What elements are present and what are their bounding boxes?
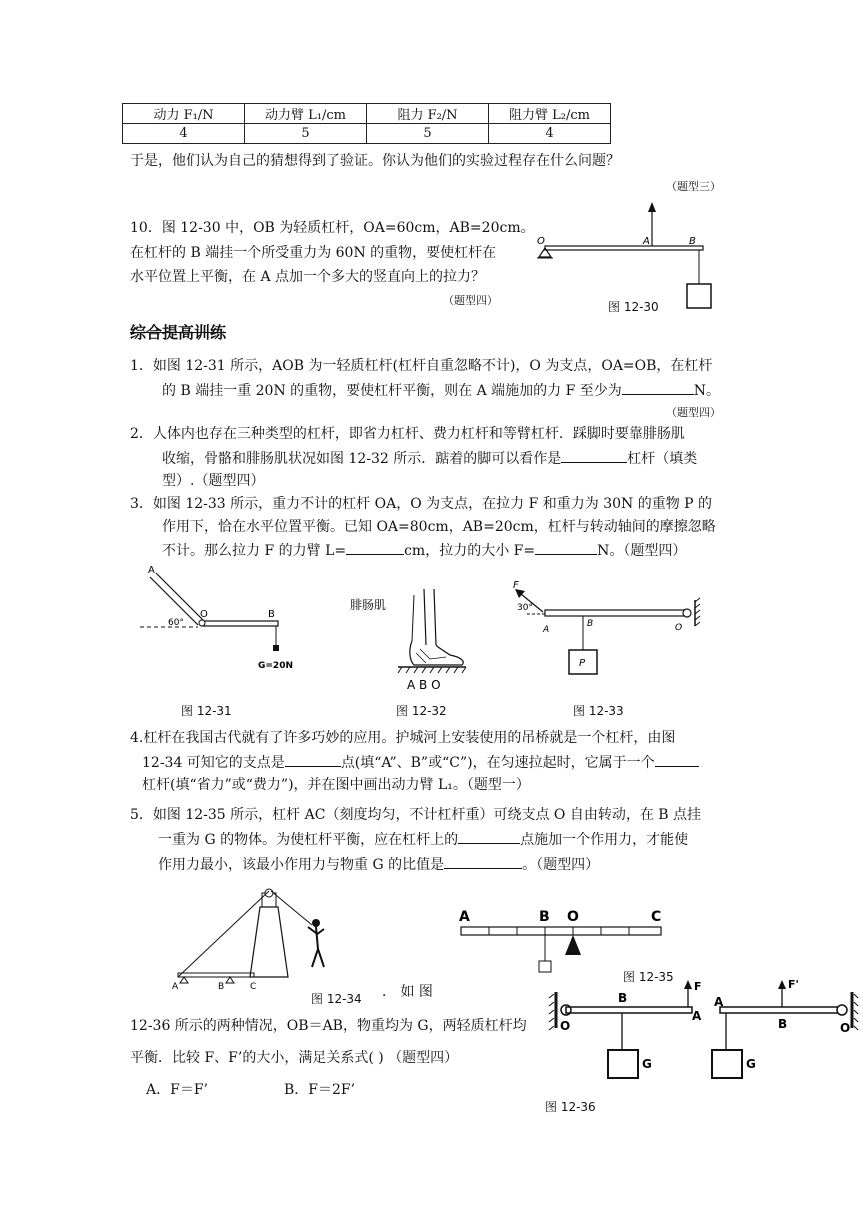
p2-line-3: 型）.（题型四） (162, 473, 265, 489)
p2-line-1: 2．人体内也存在三种类型的杠杆，即省力杠杆、费力杠杆和等臂杠杆．踩脚时要靠腓肠肌 (130, 426, 685, 442)
fig33-caption: 图 12-33 (573, 704, 624, 718)
fig36-right-label-b: B (778, 1017, 788, 1031)
fig30-label-b: B (689, 236, 696, 247)
figure-12-31 (140, 565, 300, 680)
p3-length-blank[interactable] (346, 540, 404, 555)
p5-ratio-blank[interactable] (444, 854, 522, 869)
fig32-label-muscle: 腓肠肌 (350, 598, 387, 612)
p5-line-3a: 作用力最小，该最小作用力与物重 G 的比值是 (158, 857, 445, 873)
fig33-label-b: B (587, 619, 594, 629)
p1-answer-blank[interactable] (622, 380, 694, 395)
p5-line-1: 5．如图 12-35 所示，杠杆 AC（刻度均匀，不计杠杆重）可绕支点 O 自由转动，在 B 点挂 (130, 807, 702, 823)
fig35-caption: 图 12-35 (623, 970, 674, 984)
p5-point-blank[interactable] (458, 829, 520, 844)
fig36-left-label-a: A (692, 1009, 702, 1023)
fig33-label-o: O (675, 623, 683, 633)
p6-option-b[interactable]: B．F＝2F’ (284, 1082, 356, 1098)
fig31-label-weight: G=20N (258, 661, 293, 671)
p1-line-2 (162, 380, 720, 401)
table-cell: 4 (489, 124, 611, 144)
q10-line-3: 水平位置上平衡，在 A 点加一个多大的竖直向上的拉力？ (130, 269, 486, 285)
p3-line-3b: cm，拉力的大小 F= (404, 543, 536, 559)
table-cell: 4 (123, 124, 245, 144)
q10-line-2: 在杠杆的 B 端挂一个所受重力为 60N 的重物，要使杠杆在 (130, 245, 497, 261)
fig36-left-label-o: O (560, 1019, 571, 1033)
fig34-label-a: A (172, 982, 179, 992)
fig35-label-b: B (539, 909, 550, 925)
fig35-label-a: A (459, 909, 470, 925)
table-header-cell: 动力臂 L₁/cm (245, 104, 367, 124)
p4-line-1: 4.杠杆在我国古代就有了许多巧妙的应用。护城河上安装使用的吊桥就是一个杠杆，由图 (130, 730, 676, 746)
p3-line-3c: N。（题型四） (597, 543, 687, 559)
p2-line-2 (162, 448, 697, 469)
p6-option-a[interactable]: A．F＝F’ (146, 1082, 208, 1098)
table-header-cell: 动力 F₁/N (123, 104, 245, 124)
fig33-label-f: F (513, 580, 519, 591)
fig36-right-label-a: A (714, 995, 724, 1009)
p5-line-3b: 。（题型四） (522, 857, 600, 873)
p2-line-2a: 收缩，骨骼和腓肠肌状况如图 12-32 所示．踮着的脚可以看作是 (162, 451, 562, 467)
p3-line-1: 3．如图 12-33 所示，重力不计的杠杆 OA，O 为支点，在拉力 F 和重力为 30N 的重物 P 的 (130, 496, 713, 512)
q10-type-tag: （题型四） (443, 294, 498, 307)
p5-line-2b: 点施加一个作用力，才能使 (520, 832, 689, 848)
fig31-label-b: B (268, 609, 275, 620)
fig36-left-label-b: B (618, 991, 628, 1005)
fig31-caption: 图 12-31 (181, 704, 232, 718)
q9-tail-text: 于是，他们认为自己的猜想得到了验证。你认为他们的实验过程存在什么问题？ (130, 153, 620, 169)
p4-type-blank[interactable] (655, 752, 699, 767)
p1-line-2b: N。 (693, 383, 721, 399)
p1-type-tag: （题型四） (666, 406, 721, 419)
fig35-label-c: C (651, 909, 662, 925)
table-header-row (123, 104, 611, 124)
p5-line-2 (158, 829, 688, 850)
fig33-label-a: A (543, 625, 550, 635)
fig36-left-label-f: F (694, 980, 702, 993)
p1-line-1: 1．如图 12-31 所示，AOB 为一轻质杠杆(杠杆自重忽略不计)，O 为支点，OA=OB，在杠杆 (130, 358, 713, 374)
fig33-label-angle: 30° (517, 603, 533, 613)
p5-line-2a: 一重为 G 的物体。为使杠杆平衡，应在杠杆上的 (158, 832, 459, 848)
fig36-right-label-g: G (746, 1057, 756, 1071)
fig34-caption: 图 12-34 (311, 992, 362, 1006)
table-row (123, 124, 611, 144)
p1-line-2a: 的 B 端挂一重 20N 的重物，要使杠杆平衡，则在 A 端施加的力 F 至少为 (162, 383, 622, 399)
p3-force-blank[interactable] (535, 540, 597, 555)
fig32-caption: 图 12-32 (396, 704, 447, 718)
p3-line-2: 作用下，恰在水平位置平衡。已知 OA=80cm，AB=20cm，杠杆与转动轴间的摩擦忽略 (162, 519, 716, 535)
table-cell: 5 (367, 124, 489, 144)
p4-line-3: 杠杆(填“省力”或“费力”)，并在图中画出动力臂 L₁。（题型一） (142, 777, 530, 793)
fig36-right-label-o: O (840, 1021, 851, 1035)
fig36-right-label-f: F' (788, 978, 799, 991)
fig36-left-label-g: G (642, 1057, 652, 1071)
p6-lead-text: ． 如 图 (382, 984, 433, 1000)
figure-12-34 (170, 885, 360, 990)
figure-12-36 (548, 976, 858, 1091)
table-header-cell: 阻力 F₂/N (367, 104, 489, 124)
fig34-label-b: B (218, 982, 225, 992)
fig31-label-o: O (200, 609, 208, 620)
table-header-cell: 阻力臂 L₂/cm (489, 104, 611, 124)
q10-line-1: 10．图 12-30 中，OB 为轻质杠杆，OA=60cm，AB=20cm。 (130, 220, 535, 236)
fig30-caption: 图 12-30 (608, 300, 659, 314)
fig31-label-angle: 60° (168, 618, 184, 628)
fig34-label-c: C (250, 982, 257, 992)
fig31-label-a: A (148, 565, 155, 576)
experiment-table (122, 103, 611, 144)
p4-fulcrum-blank[interactable] (285, 752, 341, 767)
p2-line-2b: 杠杆（填类 (627, 451, 698, 467)
p3-line-3 (162, 540, 686, 561)
fig33-label-p: P (579, 658, 586, 669)
fig30-label-o: O (537, 236, 545, 247)
p3-line-3a: 不计。那么拉力 F 的力臂 L= (162, 543, 347, 559)
q9-type-tag: （题型三） (666, 180, 721, 193)
p4-line-2a: 12-34 可知它的支点是 (142, 755, 285, 771)
p6-line-2: 平衡．比较 F、F’的大小，满足关系式( ) （题型四） (130, 1050, 459, 1066)
p4-line-2 (142, 752, 699, 773)
fig35-label-o: O (567, 909, 579, 925)
figure-12-33 (505, 580, 705, 680)
fig32-label-points: A B O (407, 678, 441, 692)
table-cell: 5 (245, 124, 367, 144)
p6-line-1: 12-36 所示的两种情况，OB＝AB，物重均为 G，两轻质杠杆均 (130, 1018, 527, 1034)
p2-answer-blank[interactable] (561, 448, 627, 463)
p4-line-2b: 点(填“A”、B”或“C”)，在匀速拉起时，它属于一个 (340, 755, 655, 771)
fig30-label-a: A (643, 236, 650, 247)
section-title: 综合提高训练 (130, 323, 227, 342)
p5-line-3 (158, 854, 599, 875)
figure-12-32 (350, 585, 480, 695)
fig36-caption: 图 12-36 (545, 1100, 596, 1114)
figure-12-35 (455, 905, 670, 975)
